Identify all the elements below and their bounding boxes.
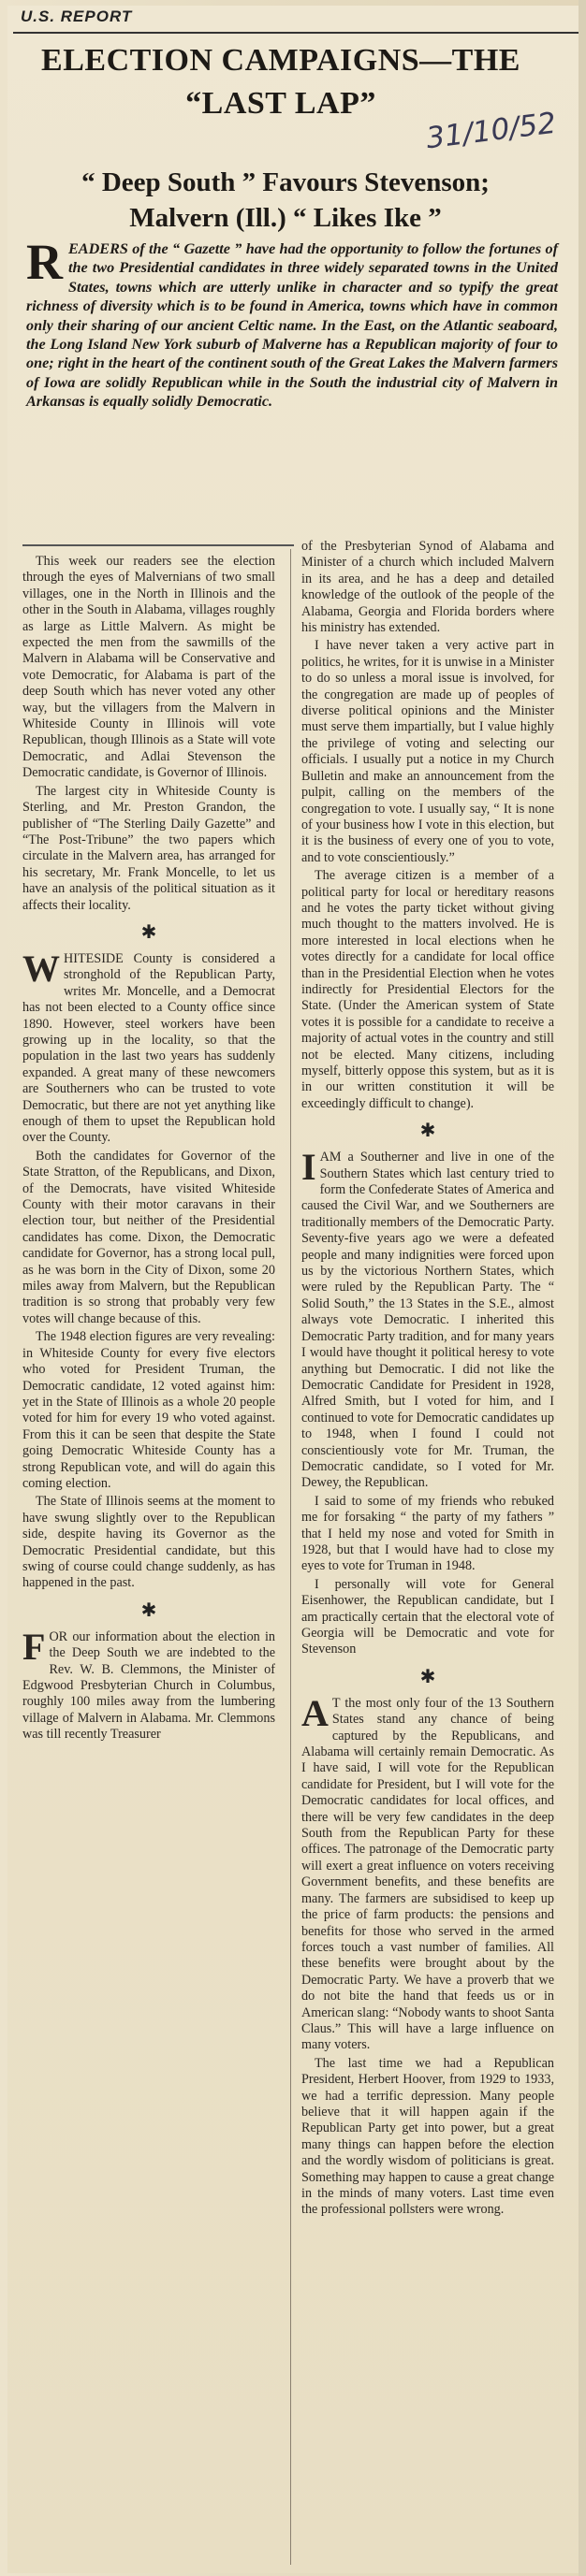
intro-paragraph [26,234,558,412]
left-paragraph-3 [22,947,275,1147]
separator-star-icon: ✱ [140,1599,157,1621]
left-paragraph-3-text: HITESIDE County is considered a stronghold of the Republican Party, writes Mr. Moncelle, and a Democrat has not been elected to a County office since 1890. However, steel workers have been growing up in the locality, so that the population in the last two years has suddenly expanded. A great many of these newcomers are Southerners who can be trusted to vote Democratic, but there are not yet anything like enough of them to upset the Republican hold over the County. [22,950,275,1146]
right-paragraph-2: I have never taken a very active part in politics, he writes, for it is unwise in a Minister to do so unless a moral issue is involved, for the congregation are made up of peoples of diverse political opinions and the Minister must serve them impartially, but I value highly the privilege of voting and selecting our officials. I usually put a notice in my Church Bulletin and make an announcement from the pulpit, calling on the members of the congregation to vote. I usually say, “ It is none of your business how I vote in this election, but it is the business of every one of you to vote, and to vote conscientiously.” [301,638,554,865]
intro-rule [22,544,294,546]
left-paragraph-6: The State of Illinois seems at the moment to have swung slightly over to the Republican side, despite having its Governor as the Democratic Presidential candidate, but this swing of course could change suddenly, as has happened in the past. [22,1494,275,1591]
intro-text: EADERS of the “ Gazette ” have had the opportunity to follow the fortunes of the two Presidential candidates in three widely separated towns in the United States, towns which are utterly unlike in character and so typify the great richness of diversity which is to be found in America, towns which have in common only their sharing of our ancient Celtic name. In the East, on the Atlantic seaboard, the Long Island New York suburb of Malverne has a Republican majority of four to one; right in the heart of the continent south of the Great Lakes the Malvern farmers of Iowa are solidly Republican while in the South the industrial city of Malvern in Arkansas is equally solidly Democratic. [26,240,558,411]
right-paragraph-7-text: T the most only four of the 13 Southern States stand any chance of being captured by the Republicans, and Alabama will certainly remain Democratic. As I have said, I will vote for the Republican candidate for President, but I will vote for the Democratic candidates for local offices, and there will be very few candidates in the deep South from the Republican Party for these offices. The patronage of the Democratic party will exert a great influence on voters receiving Government benefits, and these benefits are many. The farmers are subsidised to keep up the price of farm products: the pensions and benefits for those who served in the armed forces touch a vast number of families. All these benefits were brought about by the Democratic Party. We have a proverb that we do not bite the hand that feeds us or in American slang: “Nobody wants to shoot Santa Claus.” This will have a large influence on many voters. [301,1695,554,2053]
separator-star-icon: ✱ [419,1121,436,1142]
right-paragraph-4 [301,1146,554,1492]
intro-drop-cap: R [26,234,63,290]
handwritten-date: 31/10/52 [424,106,558,156]
left-paragraph-2: The largest city in Whiteside County is Sterling, and Mr. Preston Grandon, the publisher of “The Sterling Daily Gazette” and “The Post-Tribune” the two papers which circulate in the Malvern area, has arranged for his secretary, Mr. Frank Moncelle, to let us have an analysis of the political situation as it affects their locality. [22,783,275,913]
subheadline-line-2: Malvern (Ill.) “ Likes Ike ” [129,203,442,233]
headline-line-1: ELECTION CAMPAIGNS—THE [41,43,520,78]
left-paragraph-1: This week our readers see the election through the eyes of Malvernians of two small villages, one in the North in Illinois and the other in the South in Alabama, villages roughly as large as Little Malvern. As might be expected the men from the sawmills of the Malvern in Alabama will be Conservative and vote Democratic, for Alabama is part of the deep South which has never voted any other way, but the villagers from the Malvern in Whiteside County in Illinois will vote Republican, though Illinois as a State will vote Democratic, and Adlai Stevenson the Democratic candidate, is Governor of Illinois. [22,554,275,781]
right-paragraph-4-text: AM a Southerner and live in one of the Southern States which last century tried to form the Confederate States of America and caused the Civil War, and we Southerners are traditionally members of the Democratic Party. Seventy-five years ago we were a defeated people and many indignities were forced upon us by the victorious Northern States, which were ruled by the Republican Party. The “ Solid South,” the 13 States in the S.E., almost always vote Democratic. I inherited this Democratic Party tradition, and for many years I would have thought it political heresy to vote anything but Democratic. I did not like the Democratic Candidate for President in 1928, Alfred Smith, but I voted for him, and I continued to vote for Democratic candidates up to 1948, when I found I could not conscientiously vote for Mr. Truman, the Democratic candidate, so I voted for Mr. Dewey, the Republican. [301,1150,554,1491]
right-paragraph-1: of the Presbyterian Synod of Alabama and Minister of a church which included Malvern in its area, and he has a deep and detailed knowledge of the outlook of the people of the Alabama, Georgia and Florida borders where his ministry has extended. [301,539,554,636]
right-drop-cap-i: I [301,1146,316,1189]
right-column [301,539,554,2221]
separator-star-icon: ✱ [419,1666,436,1687]
headline-line-2: “LAST LAP” [185,86,376,121]
subheadline-line-1: “ Deep South ” Favours Stevenson; [81,167,490,197]
left-paragraph-7 [22,1625,275,1744]
separator-star-icon: ✱ [140,921,157,943]
right-paragraph-5: I said to some of my friends who rebuked me for forsaking “ the party of my fathers ” that I held my nose and voted for Smith in 1928, but that I would have had to close my eyes to vote for Truman in 1948. [301,1493,554,1574]
left-paragraph-7-text: OR our information about the election in the Deep South we are indebted to the Rev. W. B. Clemmons, the Minister of Edgwood Presbyterian Church in Columbus, roughly 100 miles away from the lumbering village of Malvern in Alabama. Mr. Clemmons was till recently Treasurer [22,1628,275,1743]
section-label: U.S. REPORT [21,7,133,25]
right-paragraph-6: I personally will vote for General Eisenhower, the Republican candidate, but I am practically certain that the electoral vote of Georgia will be Democratic and vote for Stevenson [301,1576,554,1657]
scan-edge-shadow [579,0,586,2576]
right-paragraph-8: The last time we had a Republican President, Herbert Hoover, from 1929 to 1933, we had a terrific depression. Many people believe that it will happen again if the Republican Party get into power, but a great many things can happen before the election and the wordly wisdom of politicians is great. Something may happen to cause a great change in the minds of many voters. Last time even the professional pollsters were wrong. [301,2055,554,2218]
section-label-rule [13,32,579,34]
left-paragraph-4: Both the candidates for Governor of the State Stratton, of the Republicans, and Dixon, of the Democrats, have visited Whiteside County with their motor caravans in their election tour, but neither of the Presidential candidates has come. Dixon, the Democratic candidate for Governor, has a strong local pull, as he was born in the City of Dixon, some 20 miles away from Malvern, but the Republican tradition is so strong that probably very few votes will change because of this. [22,1148,275,1326]
right-paragraph-7 [301,1691,554,2054]
column-divider [290,549,291,2565]
left-drop-cap-w: W [22,947,60,990]
left-column [22,554,275,1745]
left-paragraph-5: The 1948 election figures are very revealing: in Whiteside County for every five electors who voted for President Truman, the Democratic candidate, 12 voted against him: yet in the State of Illinois as a whole 20 people voted for him for every 19 who voted against. From this it can be seen that despite the State going Democratic Whiteside County has a strong Republican vote, and will do again this coming election. [22,1329,275,1491]
right-paragraph-3: The average citizen is a member of a political party for local or hereditary reasons and he votes the party ticket without giving much thought to the matters involved. He is more interested in local elections when he votes directly for a candidate for local office than in the Presidential Election when he votes indirectly for Presidential Electors for the State. (Under the American system of State votes it is possible for a candidate to receive a majority of actual votes in the country and still not be elected. Many citizens, including myself, bitterly oppose this system, but as it is in our written constitution it will be exceedingly difficult to change). [301,868,554,1111]
right-drop-cap-a: A [301,1691,329,1734]
left-drop-cap-f: F [22,1625,46,1668]
